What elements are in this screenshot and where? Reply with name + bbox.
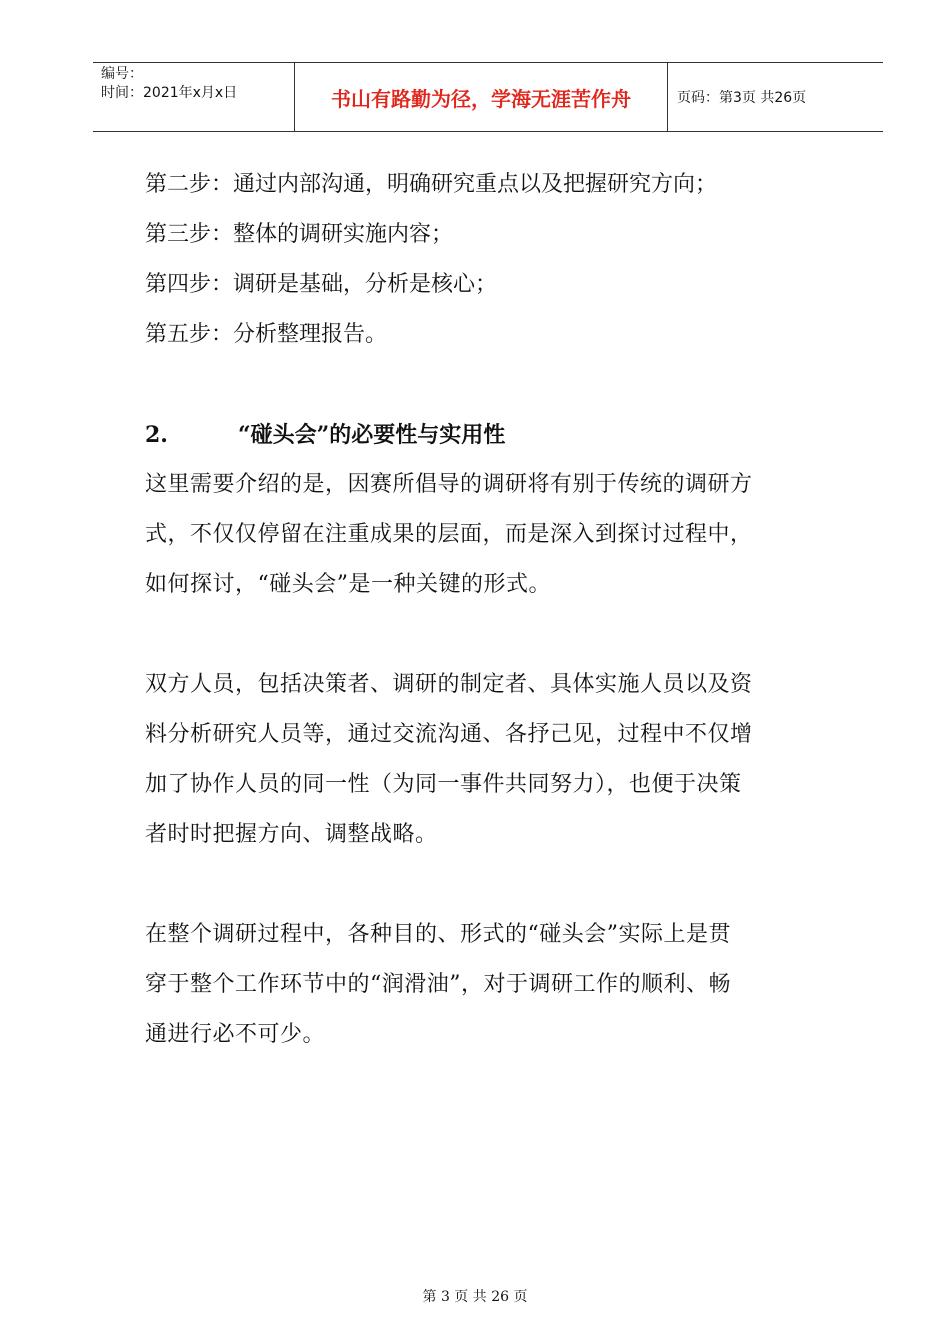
step-line: 第五步：分析整理报告。	[145, 322, 388, 347]
section-title: “碰头会”的必要性与实用性	[238, 422, 506, 448]
paragraph-line: 这里需要介绍的是，因赛所倡导的调研将有别于传统的调研方	[145, 472, 753, 497]
header-meta	[101, 65, 291, 103]
header-motto: 书山有路勤为径，学海无涯苦作舟	[331, 86, 631, 111]
spacer	[145, 360, 835, 410]
paragraph-line: 如何探讨，“碰头会”是一种关键的形式。	[145, 572, 551, 597]
page-footer: 第 3 页 共 26 页	[422, 1289, 528, 1305]
header-divider	[667, 63, 668, 131]
paragraph-line: 穿于整个工作环节中的“润滑油”，对于调研工作的顺利、畅	[145, 972, 731, 997]
step-line: 第三步：整体的调研实施内容；	[145, 222, 454, 247]
section-heading	[145, 410, 835, 460]
paragraph-line: 者时时把握方向、调整战略。	[145, 822, 438, 847]
document-body	[145, 160, 835, 1060]
number-label: 编号：	[101, 66, 143, 82]
header-page-info: 页码：第3页 共26页	[677, 90, 807, 106]
section-number: 2.	[145, 422, 168, 448]
paragraph	[145, 910, 835, 1060]
paragraph-line: 料分析研究人员等，通过交流沟通、各抒己见，过程中不仅增	[145, 722, 753, 747]
paragraph-line: 式，不仅仅停留在注重成果的层面，而是深入到探讨过程中，	[145, 522, 753, 547]
paragraph	[145, 660, 835, 860]
spacer	[145, 610, 835, 660]
time-label: 时间：2021年x月x日	[101, 85, 238, 101]
paragraph-line: 加了协作人员的同一性（为同一事件共同努力），也便于决策	[145, 772, 742, 797]
page-header	[93, 62, 883, 132]
spacer	[145, 860, 835, 910]
paragraph	[145, 460, 835, 610]
step-line: 第二步：通过内部沟通，明确研究重点以及把握研究方向；	[145, 172, 718, 197]
step-line: 第四步：调研是基础，分析是核心；	[145, 272, 498, 297]
paragraph-line: 通进行必不可少。	[145, 1022, 326, 1047]
paragraph-line: 双方人员，包括决策者、调研的制定者、具体实施人员以及资	[145, 672, 753, 697]
paragraph-line: 在整个调研过程中，各种目的、形式的“碰头会”实际上是贯	[145, 922, 731, 947]
